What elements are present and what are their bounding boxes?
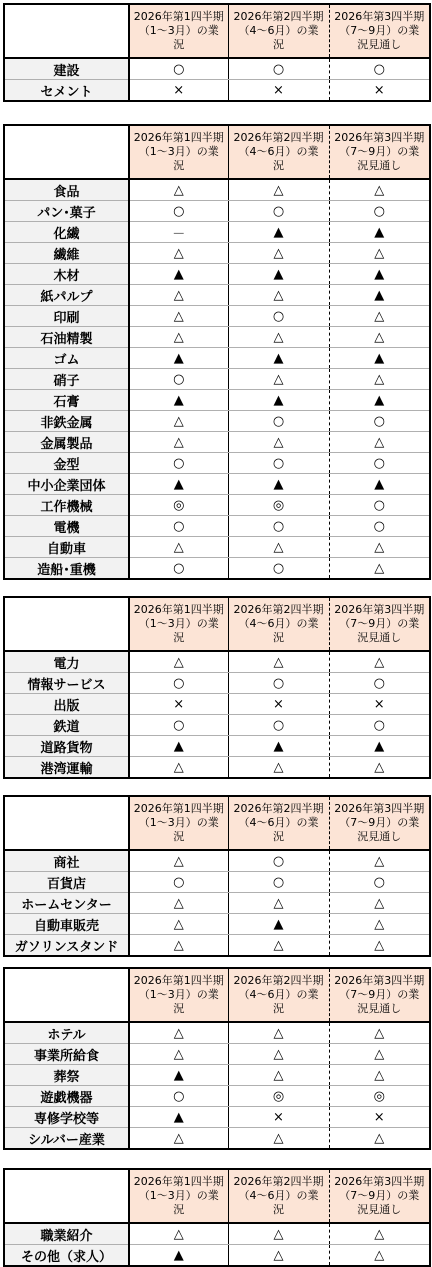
rating-cell-q3: △ xyxy=(329,914,430,935)
table-row xyxy=(4,495,430,516)
industry-label: 化繊 xyxy=(4,222,129,243)
rating-cell-q3: ▲ xyxy=(329,285,430,306)
rating-cell-q3: ○ xyxy=(329,495,430,516)
rating-cell-q1: × xyxy=(129,80,228,102)
header-line: 況 xyxy=(173,159,185,172)
rating-cell-q2: △ xyxy=(228,285,329,306)
industry-label: 紙パルプ xyxy=(4,285,129,306)
table-row xyxy=(4,390,430,411)
industry-label: シルバー産業 xyxy=(4,1128,129,1150)
rating-cell-q2: ▲ xyxy=(228,390,329,411)
table-row xyxy=(4,1065,430,1086)
header-line: 況見通し xyxy=(357,1203,402,1216)
outlook-table xyxy=(3,3,431,102)
header-line: 2026年第1四半期 xyxy=(133,10,224,23)
outlook-table xyxy=(3,596,431,779)
header-line: 況 xyxy=(173,1002,185,1015)
rating-cell-q3: △ xyxy=(329,306,430,327)
rating-cell-q2: ○ xyxy=(228,306,329,327)
table-row xyxy=(4,715,430,736)
table-row xyxy=(4,222,430,243)
outlook-table xyxy=(3,1168,431,1267)
industry-label: 電機 xyxy=(4,516,129,537)
header-line: 2026年第1四半期 xyxy=(133,1175,224,1188)
industry-label: 港湾運輸 xyxy=(4,757,129,779)
rating-cell-q1: ○ xyxy=(129,558,228,580)
rating-cell-q1: ▲ xyxy=(129,1107,228,1128)
quarter-header-q1 xyxy=(129,1169,228,1223)
header-line: （4～6月）の業 xyxy=(238,145,319,158)
quarter-header-q3 xyxy=(329,796,430,850)
header-line: 況 xyxy=(273,159,284,172)
rating-cell-q1: ○ xyxy=(129,453,228,474)
rating-cell-q2: × xyxy=(228,80,329,102)
industry-label: ホームセンター xyxy=(4,893,129,914)
rating-cell-q1: ○ xyxy=(129,673,228,694)
industry-label: 石油精製 xyxy=(4,327,129,348)
rating-cell-q3: ◎ xyxy=(329,1086,430,1107)
industry-label: 専修学校等 xyxy=(4,1107,129,1128)
quarter-header-q2 xyxy=(228,968,329,1022)
rating-cell-q1: △ xyxy=(129,411,228,432)
industry-label: 鉄道 xyxy=(4,715,129,736)
rating-cell-q2: ▲ xyxy=(228,736,329,757)
industry-label: 職業紹介 xyxy=(4,1223,129,1245)
outlook-table xyxy=(3,124,431,580)
rating-cell-q3: △ xyxy=(374,560,385,576)
rating-cell-q3: ○ xyxy=(329,411,430,432)
rating-cell-q3: △ xyxy=(329,1223,430,1245)
table-row xyxy=(4,872,430,893)
table-row xyxy=(4,651,430,673)
rating-cell-q1: △ xyxy=(129,1022,228,1044)
table-row xyxy=(4,285,430,306)
rating-cell-q3: ○ xyxy=(329,872,430,893)
rating-cell-q1: ▲ xyxy=(129,1065,228,1086)
rating-cell-q2: ◎ xyxy=(228,495,329,516)
rating-cell-q3: △ xyxy=(374,937,385,953)
quarter-header-q2 xyxy=(228,1169,329,1223)
table-row xyxy=(4,558,430,580)
industry-label: 木材 xyxy=(4,264,129,285)
rating-cell-q2: ○ xyxy=(228,58,329,80)
rating-cell-q3: △ xyxy=(329,327,430,348)
table-row xyxy=(4,1107,430,1128)
quarter-header-q1 xyxy=(129,796,228,850)
rating-cell-q1: ▲ xyxy=(129,474,228,495)
rating-cell-q2: ▲ xyxy=(228,348,329,369)
table-row xyxy=(4,243,430,264)
industry-label: 出版 xyxy=(4,694,129,715)
quarter-header-q2 xyxy=(228,4,329,58)
rating-cell-q1: ▲ xyxy=(129,348,228,369)
rating-cell-q2: △ xyxy=(228,243,329,264)
table-row xyxy=(4,757,430,779)
rating-cell-q2: △ xyxy=(228,1245,329,1267)
header-line: 2026年第2四半期 xyxy=(233,10,324,23)
header-line: 況 xyxy=(173,1203,185,1216)
header-line: （7～9月）の業 xyxy=(339,24,420,37)
table-row xyxy=(4,914,430,935)
header-line: 2026年第3四半期 xyxy=(334,603,425,616)
rating-cell-q1: △ xyxy=(129,757,228,779)
rating-cell-q3: △ xyxy=(329,432,430,453)
header-line: 況見通し xyxy=(357,631,402,644)
industry-label: パン･菓子 xyxy=(4,201,129,222)
rating-cell-q3: △ xyxy=(329,1065,430,1086)
table-row xyxy=(4,179,430,201)
quarter-header-q2 xyxy=(228,125,329,179)
quarter-header-q1 xyxy=(129,597,228,651)
rating-cell-q1: ▲ xyxy=(129,736,228,757)
header-line: 況 xyxy=(273,631,284,644)
rating-cell-q3: △ xyxy=(374,1247,385,1263)
rating-cell-q3: ○ xyxy=(329,201,430,222)
industry-label: ホテル xyxy=(4,1022,129,1044)
industry-label: 電力 xyxy=(4,651,129,673)
header-line: 況見通し xyxy=(357,159,402,172)
header-line: （1～3月）の業 xyxy=(138,1189,219,1202)
rating-cell-q3: × xyxy=(373,82,385,98)
rating-cell-q3: △ xyxy=(329,369,430,390)
rating-cell-q3: △ xyxy=(329,537,430,558)
header-line: 2026年第1四半期 xyxy=(133,131,224,144)
rating-cell-q1: △ xyxy=(129,432,228,453)
rating-cell-q1: △ xyxy=(129,850,228,872)
rating-cell-q3: △ xyxy=(329,651,430,673)
industry-label: 非鉄金属 xyxy=(4,411,129,432)
rating-cell-q1: ▲ xyxy=(129,390,228,411)
industry-label: 自動車 xyxy=(4,537,129,558)
rating-cell-q2: ▲ xyxy=(228,222,329,243)
header-row xyxy=(4,4,430,58)
industry-label: 建設 xyxy=(4,58,129,80)
table-row xyxy=(4,411,430,432)
rating-cell-q2: △ xyxy=(228,1128,329,1150)
rating-cell-q2: ○ xyxy=(228,715,329,736)
table-row xyxy=(4,1022,430,1044)
header-blank-cell xyxy=(4,597,129,651)
header-line: 2026年第1四半期 xyxy=(133,802,224,815)
rating-cell-q3: △ xyxy=(329,179,430,201)
rating-cell-q2: △ xyxy=(228,1065,329,1086)
table-row xyxy=(4,850,430,872)
header-line: （4～6月）の業 xyxy=(238,617,319,630)
quarter-header-q3 xyxy=(329,4,430,58)
rating-cell-q1: ○ xyxy=(129,369,228,390)
table-row xyxy=(4,369,430,390)
rating-cell-q3: △ xyxy=(374,1130,385,1146)
industry-label: ゴム xyxy=(4,348,129,369)
header-row xyxy=(4,125,430,179)
industry-label: 造船･重機 xyxy=(4,558,129,580)
rating-cell-q1: △ xyxy=(129,243,228,264)
header-line: （1～3月）の業 xyxy=(138,617,219,630)
header-blank-cell xyxy=(4,796,129,850)
table-row xyxy=(4,1128,430,1150)
header-line: （4～6月）の業 xyxy=(238,988,319,1001)
rating-cell-q3: ○ xyxy=(329,453,430,474)
header-line: （7～9月）の業 xyxy=(339,988,420,1001)
rating-cell-q1: △ xyxy=(129,537,228,558)
quarter-header-q3 xyxy=(329,597,430,651)
header-blank-cell xyxy=(4,4,129,58)
rating-cell-q1: ▲ xyxy=(129,264,228,285)
table-row xyxy=(4,474,430,495)
header-line: 2026年第3四半期 xyxy=(334,974,425,987)
header-blank-cell xyxy=(4,968,129,1022)
rating-cell-q2: △ xyxy=(228,327,329,348)
rating-cell-q3: ○ xyxy=(329,673,430,694)
header-line: 2026年第3四半期 xyxy=(334,802,425,815)
header-line: （1～3月）の業 xyxy=(138,816,219,829)
industry-label: 遊戯機器 xyxy=(4,1086,129,1107)
rating-cell-q2: △ xyxy=(228,369,329,390)
rating-cell-q1: ○ xyxy=(129,201,228,222)
header-line: 2026年第2四半期 xyxy=(233,1175,324,1188)
header-row xyxy=(4,1169,430,1223)
rating-cell-q2: ○ xyxy=(228,453,329,474)
rating-cell-q2: △ xyxy=(228,757,329,779)
rating-cell-q3: △ xyxy=(329,1022,430,1044)
industry-label: 印刷 xyxy=(4,306,129,327)
rating-cell-q1: － xyxy=(129,222,228,243)
industry-label: 葬祭 xyxy=(4,1065,129,1086)
rating-cell-q1: △ xyxy=(129,327,228,348)
header-line: （4～6月）の業 xyxy=(238,24,319,37)
table-row xyxy=(4,432,430,453)
industry-label: 道路貨物 xyxy=(4,736,129,757)
rating-cell-q1: △ xyxy=(129,914,228,935)
rating-cell-q3: ○ xyxy=(329,715,430,736)
table-row xyxy=(4,348,430,369)
table-row xyxy=(4,537,430,558)
table-row xyxy=(4,1245,430,1267)
rating-cell-q1: ▲ xyxy=(129,1245,228,1267)
header-row xyxy=(4,796,430,850)
header-line: 況見通し xyxy=(357,1002,402,1015)
header-line: 2026年第2四半期 xyxy=(233,802,324,815)
header-line: （7～9月）の業 xyxy=(339,816,420,829)
rating-cell-q3: ▲ xyxy=(329,736,430,757)
table-row xyxy=(4,80,430,102)
industry-label: その他（求人） xyxy=(4,1245,129,1267)
rating-cell-q2: △ xyxy=(228,1022,329,1044)
industry-label: 繊維 xyxy=(4,243,129,264)
header-line: （7～9月）の業 xyxy=(339,617,420,630)
table-row xyxy=(4,201,430,222)
header-line: （1～3月）の業 xyxy=(138,145,219,158)
rating-cell-q2: △ xyxy=(228,935,329,957)
rating-cell-q2: ◎ xyxy=(228,1086,329,1107)
table-row xyxy=(4,327,430,348)
header-line: （1～3月）の業 xyxy=(138,988,219,1001)
quarter-header-q3 xyxy=(329,968,430,1022)
rating-cell-q3: △ xyxy=(374,759,385,775)
rating-cell-q1: ○ xyxy=(129,58,228,80)
rating-cell-q3: ▲ xyxy=(329,474,430,495)
rating-cell-q2: ○ xyxy=(228,201,329,222)
rating-cell-q2: ○ xyxy=(228,872,329,893)
quarter-header-q1 xyxy=(129,125,228,179)
header-line: 2026年第3四半期 xyxy=(334,1175,425,1188)
header-line: 2026年第2四半期 xyxy=(233,603,324,616)
table-row xyxy=(4,516,430,537)
rating-cell-q1: ○ xyxy=(129,872,228,893)
table-row xyxy=(4,673,430,694)
rating-cell-q1: △ xyxy=(129,651,228,673)
header-blank-cell xyxy=(4,125,129,179)
industry-label: 事業所給食 xyxy=(4,1044,129,1065)
industry-label: 食品 xyxy=(4,179,129,201)
header-line: 況 xyxy=(173,631,185,644)
rating-cell-q2: ▲ xyxy=(228,474,329,495)
rating-cell-q2: ○ xyxy=(228,411,329,432)
rating-cell-q2: ▲ xyxy=(228,264,329,285)
rating-cell-q3: ○ xyxy=(329,516,430,537)
industry-label: セメント xyxy=(4,80,129,102)
rating-cell-q3: △ xyxy=(329,850,430,872)
industry-label: 石膏 xyxy=(4,390,129,411)
rating-cell-q1: × xyxy=(129,694,228,715)
header-line: 況 xyxy=(173,38,185,51)
quarter-header-q2 xyxy=(228,796,329,850)
rating-cell-q1: △ xyxy=(129,1128,228,1150)
industry-label: 情報サービス xyxy=(4,673,129,694)
rating-cell-q1: ○ xyxy=(129,516,228,537)
industry-label: ガソリンスタンド xyxy=(4,935,129,957)
outlook-table xyxy=(3,795,431,957)
table-row xyxy=(4,893,430,914)
rating-cell-q3: ▲ xyxy=(329,348,430,369)
header-line: 2026年第1四半期 xyxy=(133,974,224,987)
header-line: （4～6月）の業 xyxy=(238,816,319,829)
header-line: 況見通し xyxy=(357,38,402,51)
header-row xyxy=(4,597,430,651)
table-row xyxy=(4,453,430,474)
rating-cell-q3: △ xyxy=(329,893,430,914)
table-row xyxy=(4,935,430,957)
rating-cell-q2: ▲ xyxy=(228,914,329,935)
rating-cell-q1: ◎ xyxy=(129,495,228,516)
header-row xyxy=(4,968,430,1022)
rating-cell-q1: △ xyxy=(129,935,228,957)
rating-cell-q2: △ xyxy=(228,179,329,201)
rating-cell-q2: △ xyxy=(228,537,329,558)
table-row xyxy=(4,306,430,327)
header-line: （1～3月）の業 xyxy=(138,24,219,37)
quarter-header-q1 xyxy=(129,4,228,58)
rating-cell-q3: △ xyxy=(329,1044,430,1065)
industry-label: 金属製品 xyxy=(4,432,129,453)
header-blank-cell xyxy=(4,1169,129,1223)
rating-cell-q2: △ xyxy=(228,893,329,914)
rating-cell-q3: × xyxy=(329,1107,430,1128)
rating-cell-q3: ▲ xyxy=(329,390,430,411)
header-line: 況 xyxy=(173,830,185,843)
header-line: 況 xyxy=(273,1002,284,1015)
table-row xyxy=(4,1044,430,1065)
table-row xyxy=(4,1223,430,1245)
quarter-header-q3 xyxy=(329,1169,430,1223)
header-line: 況 xyxy=(273,830,284,843)
header-line: 2026年第3四半期 xyxy=(334,10,425,23)
quarter-header-q1 xyxy=(129,968,228,1022)
rating-cell-q2: △ xyxy=(228,432,329,453)
rating-cell-q2: ○ xyxy=(228,558,329,580)
header-line: 2026年第3四半期 xyxy=(334,131,425,144)
industry-label: 百貨店 xyxy=(4,872,129,893)
rating-cell-q2: ○ xyxy=(228,850,329,872)
rating-cell-q3: ▲ xyxy=(329,264,430,285)
industry-label: 中小企業団体 xyxy=(4,474,129,495)
header-line: 況見通し xyxy=(357,830,402,843)
rating-cell-q1: △ xyxy=(129,893,228,914)
quarter-header-q2 xyxy=(228,597,329,651)
outlook-table xyxy=(3,967,431,1150)
rating-cell-q3: × xyxy=(329,694,430,715)
industry-label: 自動車販売 xyxy=(4,914,129,935)
rating-cell-q1: △ xyxy=(129,1223,228,1245)
header-line: 況 xyxy=(273,1203,284,1216)
rating-cell-q3: ○ xyxy=(329,58,430,80)
rating-cell-q1: △ xyxy=(129,179,228,201)
header-line: 況 xyxy=(273,38,284,51)
rating-cell-q2: △ xyxy=(228,1223,329,1245)
rating-cell-q1: △ xyxy=(129,306,228,327)
table-row xyxy=(4,264,430,285)
table-row xyxy=(4,58,430,80)
header-line: 2026年第1四半期 xyxy=(133,603,224,616)
industry-label: 硝子 xyxy=(4,369,129,390)
rating-cell-q2: × xyxy=(228,1107,329,1128)
header-line: （4～6月）の業 xyxy=(238,1189,319,1202)
header-line: 2026年第2四半期 xyxy=(233,131,324,144)
header-line: （7～9月）の業 xyxy=(339,145,420,158)
rating-cell-q1: ○ xyxy=(129,1086,228,1107)
table-row xyxy=(4,736,430,757)
industry-label: 金型 xyxy=(4,453,129,474)
industry-label: 工作機械 xyxy=(4,495,129,516)
industry-label: 商社 xyxy=(4,850,129,872)
header-line: 2026年第2四半期 xyxy=(233,974,324,987)
rating-cell-q1: △ xyxy=(129,1044,228,1065)
header-line: （7～9月）の業 xyxy=(339,1189,420,1202)
rating-cell-q1: ○ xyxy=(129,715,228,736)
quarter-header-q3 xyxy=(329,125,430,179)
rating-cell-q2: △ xyxy=(228,1044,329,1065)
rating-cell-q1: △ xyxy=(129,285,228,306)
rating-cell-q2: △ xyxy=(228,651,329,673)
table-row xyxy=(4,694,430,715)
rating-cell-q2: ○ xyxy=(228,516,329,537)
rating-cell-q2: ○ xyxy=(228,673,329,694)
rating-cell-q2: × xyxy=(228,694,329,715)
rating-cell-q3: ▲ xyxy=(329,222,430,243)
rating-cell-q3: △ xyxy=(329,243,430,264)
table-row xyxy=(4,1086,430,1107)
